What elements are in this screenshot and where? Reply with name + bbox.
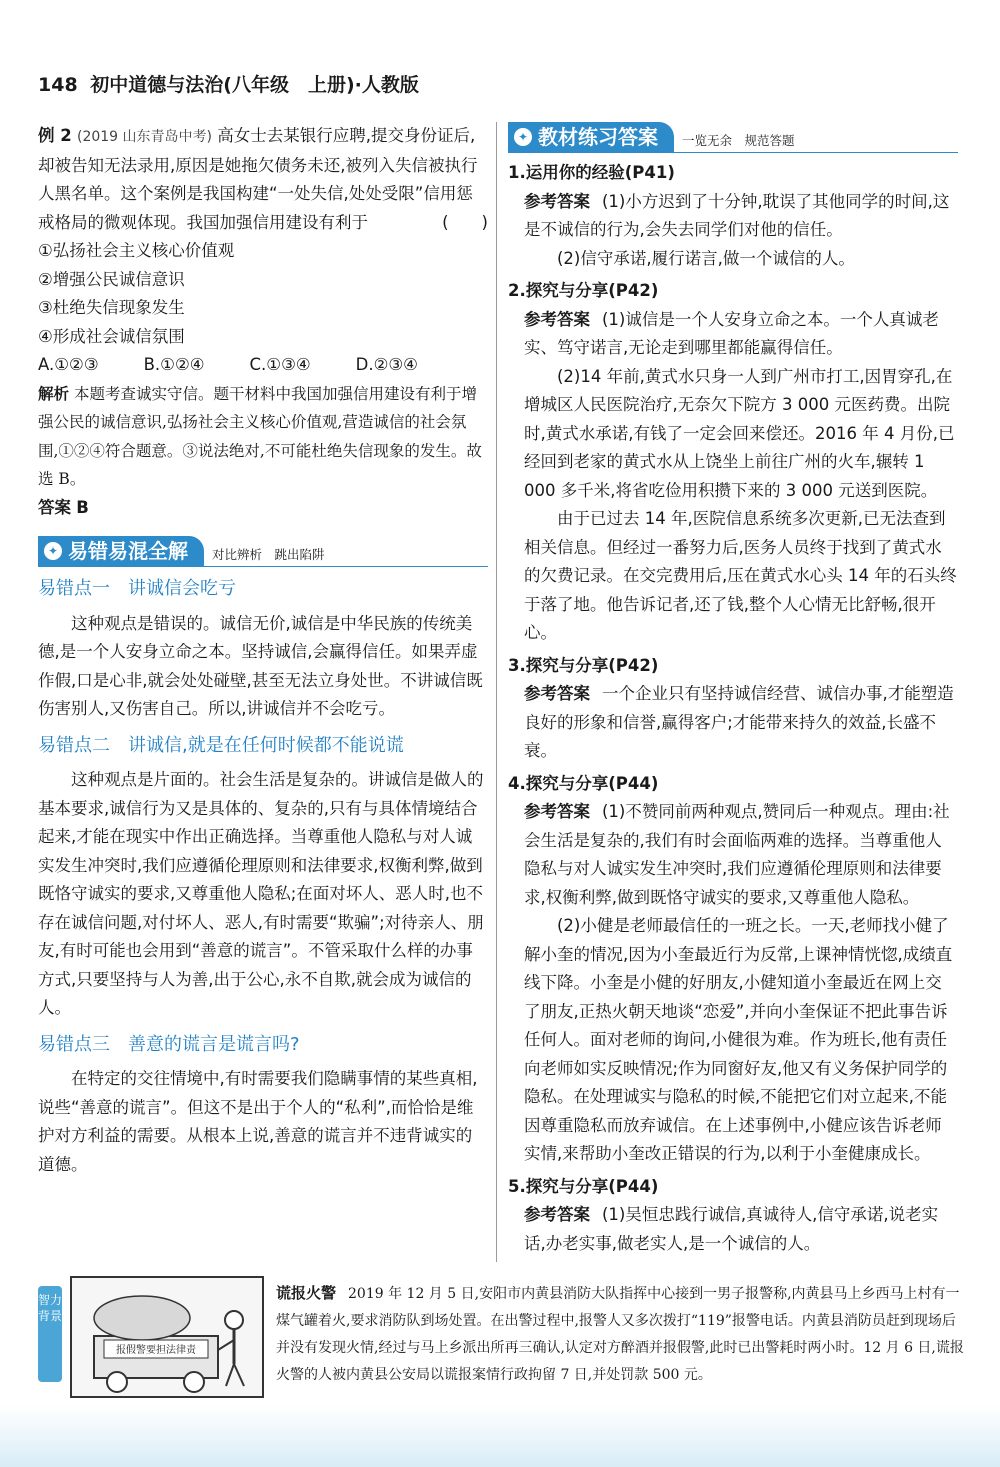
ref-answer-label: 参考答案 [524, 1205, 590, 1224]
exercise-title: 3.探究与分享(P42) [508, 655, 659, 675]
section-subtitle: 一览无余 规范答题 [682, 133, 795, 148]
column-divider [496, 122, 497, 1262]
example-item: ②增强公民诚信意识 [38, 269, 185, 289]
option-a: A.①②③ [38, 355, 99, 374]
mistake-label: 易错点三 [38, 1033, 110, 1055]
cartoon-illustration [72, 1278, 262, 1396]
analysis-text: 本题考查诚实守信。题干材料中我国加强信用建设有利于增强公民的诚信意识,弘扬社会主义核心价值观,营造诚信的社会氛围,①②④符合题意。③说法绝对,不可能杜绝失信现象的发生。故选 B。 [38, 384, 482, 488]
mistake-label: 易错点二 [38, 734, 110, 756]
answer-text: (1)不赞同前两种观点,赞同后一种观点。理由:社会生活是复杂的,我们有时会面临两难的选择。当尊重他人隐私与对人诚实发生冲突时,我们应遵循伦理原则和法律要求,权衡利弊,做到既恪守诚实的要求,又尊重他人隐私。 [524, 802, 950, 907]
section-subtitle: 对比辨析 跳出陷阱 [212, 547, 325, 562]
mistake-label: 易错点一 [38, 578, 110, 599]
mistake-title: 善意的谎言是谎言吗? [128, 1033, 300, 1055]
answer-label: 答案 [38, 497, 71, 517]
page-header [38, 70, 419, 97]
exercise-title: 5.探究与分享(P44) [508, 1176, 659, 1196]
answer-value: B [76, 497, 89, 517]
section-badge-icon: ✦ [44, 542, 62, 560]
mistake-point [38, 1031, 488, 1180]
example-item: ③杜绝失信现象发生 [38, 298, 185, 317]
exercise-title: 2.探究与分享(P42) [508, 281, 659, 300]
ref-answer-label: 参考答案 [524, 802, 590, 821]
exercise-answer [508, 652, 958, 766]
cartoon-sign: 报假警要担法律责 [116, 1345, 196, 1356]
exercise-title: 4.探究与分享(P44) [508, 773, 659, 793]
answer-text: 一个企业只有坚持诚信经营、诚信办事,才能塑造良好的形象和信誉,赢得客户;才能带来持久的效益,长盛不衰。 [524, 684, 954, 760]
section-banner-text: 易错易混全解 [68, 539, 188, 563]
example-stem: 高女士去某银行应聘,提交身份证后,却被告知无法录用,原因是她拖欠债务未还,被列入失信被执行人黑名单。这个案例是我国构建“一处失信,处处受限”信用惩戒格局的微观体现。我国加强信用建设有利于 [38, 126, 478, 232]
option-c: C.①③④ [249, 355, 311, 374]
side-tag: 智力背景 [38, 1286, 62, 1382]
analysis-label: 解析 [38, 383, 70, 403]
answer-paren: ( ) [442, 212, 488, 232]
ref-answer-label: 参考答案 [524, 309, 590, 329]
mistake-text: 这种观点是片面的。社会生活是复杂的。讲诚信是做人的基本要求,诚信行为又是具体的、复杂的,只有与具体情境结合起来,才能在现实中作出正确选择。当尊重他人隐私与对人诚实发生冲突时,我们应遵循伦理原则和法律要求,权衡利弊,做到既恪守诚实的要求,又尊重他人隐私;在面对坏人、恶人时,也不存在诚信问题,对付坏人、恶人,有时需要“欺骗”;对待亲人、朋友,有时可能也会用到“善意的谎言”。不管采取什么样的办事方式,只要坚持与人为善,出于公心,永不自欺,就会成为诚信的人。 [38, 770, 484, 1017]
section-badge-icon: ✦ [514, 128, 532, 146]
mistake-point [38, 575, 488, 724]
footer-title: 谎报火警 [276, 1284, 337, 1302]
option-d: D.②③④ [355, 355, 418, 374]
answer-text: (1)诚信是一个人安身立命之本。一个人真诚老实、笃守诺言,无论走到哪里都能赢得信任。 [524, 309, 939, 357]
footer-text: 2019 年 12 月 5 日,安阳市内黄县消防大队指挥中心接到一男子报警称,内黄县马上乡西马上村有一煤气罐着火,要求消防队到场处置。在出警过程中,报警人又多次拨打“119”报警电话。内黄县消防员赶到现场后并没有发现火情,经过与马上乡派出所再三确认,认定对方醉酒并报假警,此时已出警耗时两小时。12 月 6 日,谎报火警的人被内黄县公安局以谎报案情行政拘留 7 日,并处罚款 500 元。 [276, 1286, 964, 1383]
exercise-title: 1.运用你的经验(P41) [508, 163, 675, 182]
answer-text: (1)吴恒忠践行诚信,真诚待人,信守承诺,说老实话,办老实事,做老实人,是一个诚信的人。 [524, 1205, 939, 1253]
section-banner-text: 教材练习答案 [538, 125, 658, 149]
left-column [38, 122, 488, 1262]
mistake-point [38, 732, 488, 1023]
answer-text: (2)14 年前,黄式水只身一人到广州市打工,因胃穿孔,在增城区人民医院治疗,无奈欠下院方 3 000 元医药费。出院时,黄式水承诺,有钱了一定会回来偿还。2016 年 4 月份,已经回到老家的黄式水从上饶坐上前往广州的火车,辗转 1 000 多千米,将省吃俭用积攒下来的 3 000 元送到医院。 [524, 366, 955, 500]
mistake-title: 讲诚信,就是在任何时候都不能说谎 [128, 734, 404, 756]
example-item: ④形成社会诚信氛围 [38, 326, 185, 346]
book-title: 初中道德与法治(八年级 上册)·人教版 [90, 74, 419, 96]
exercise-answer [508, 277, 958, 648]
answer-text: (2)小健是老师最信任的一班之长。一天,老师找小健了解小奎的情况,因为小奎最近行为反常,上课神情恍惚,成绩直线下降。小奎是小健的好朋友,小健知道小奎最近在网上交了朋友,正热火朝天地谈“恋爱”,并向小奎保证不把此事告诉任何人。面对老师的询问,小健很为难。作为班长,他有责任向老师如实反映情况;作为同窗好友,他又有义务保护同学的隐私。在处理诚实与隐私的时候,不能把它们对立起来,不能因尊重隐私而放弃诚信。在上述事例中,小健应该告诉老师实情,来帮助小奎改正错误的行为,以利于小奎健康成长。 [524, 916, 953, 1163]
exercise-answer [508, 770, 958, 1169]
section-banner [508, 122, 674, 152]
answer-text: 由于已过去 14 年,医院信息系统多次更新,已无法查到相关信息。但经过一番努力后,医务人员终于找到了黄式水的欠费记录。在交完费用后,压在黄式水心头 14 年的石头终于落了地。他告诉记者,还了钱,整个人心情无比舒畅,很开心。 [524, 509, 957, 642]
example-source: (2019 山东青岛中考) [76, 129, 212, 145]
footer-story [276, 1280, 966, 1389]
ref-answer-label: 参考答案 [524, 191, 590, 211]
analysis [38, 380, 488, 494]
section-header-mistakes [38, 536, 488, 567]
ref-answer-label: 参考答案 [524, 684, 590, 703]
exercise-answer [508, 1173, 958, 1259]
mistake-text: 在特定的交往情境中,有时需要我们隐瞒事情的某些真相,说些“善意的谎言”。但这不是出于个人的“私利”,而恰恰是维护对方利益的需要。从根本上说,善意的谎言并不违背诚实的道德。 [38, 1069, 478, 1174]
mistake-title: 讲诚信会吃亏 [128, 578, 236, 599]
example-options [38, 351, 418, 380]
page-number: 148 [38, 74, 78, 96]
example-item: ①弘扬社会主义核心价值观 [38, 241, 235, 260]
example-label: 例 2 [38, 126, 72, 145]
footer-box [38, 1272, 962, 1400]
option-b: B.①②④ [143, 355, 205, 374]
answer-line [38, 494, 488, 523]
section-banner [38, 536, 204, 566]
right-column [508, 122, 958, 1272]
mistake-text: 这种观点是错误的。诚信无价,诚信是中华民族的传统美德,是一个人安身立命之本。坚持诚信,会赢得信任。如果弄虚作假,口是心非,就会处处碰壁,甚至无法立身处世。不讲诚信既伤害别人,又伤害自己。所以,讲诚信并不会吃亏。 [38, 613, 483, 718]
bottom-band [0, 1405, 1000, 1467]
cartoon-image [70, 1276, 264, 1398]
exercise-answer [508, 159, 958, 273]
example-question [38, 122, 488, 522]
answer-text: (1)小方迟到了十分钟,耽误了其他同学的时间,这是不诚信的行为,会失去同学们对他的信任。 [524, 191, 950, 239]
answer-text: (2)信守承诺,履行诺言,做一个诚信的人。 [557, 248, 855, 268]
section-header-answers [508, 122, 958, 153]
